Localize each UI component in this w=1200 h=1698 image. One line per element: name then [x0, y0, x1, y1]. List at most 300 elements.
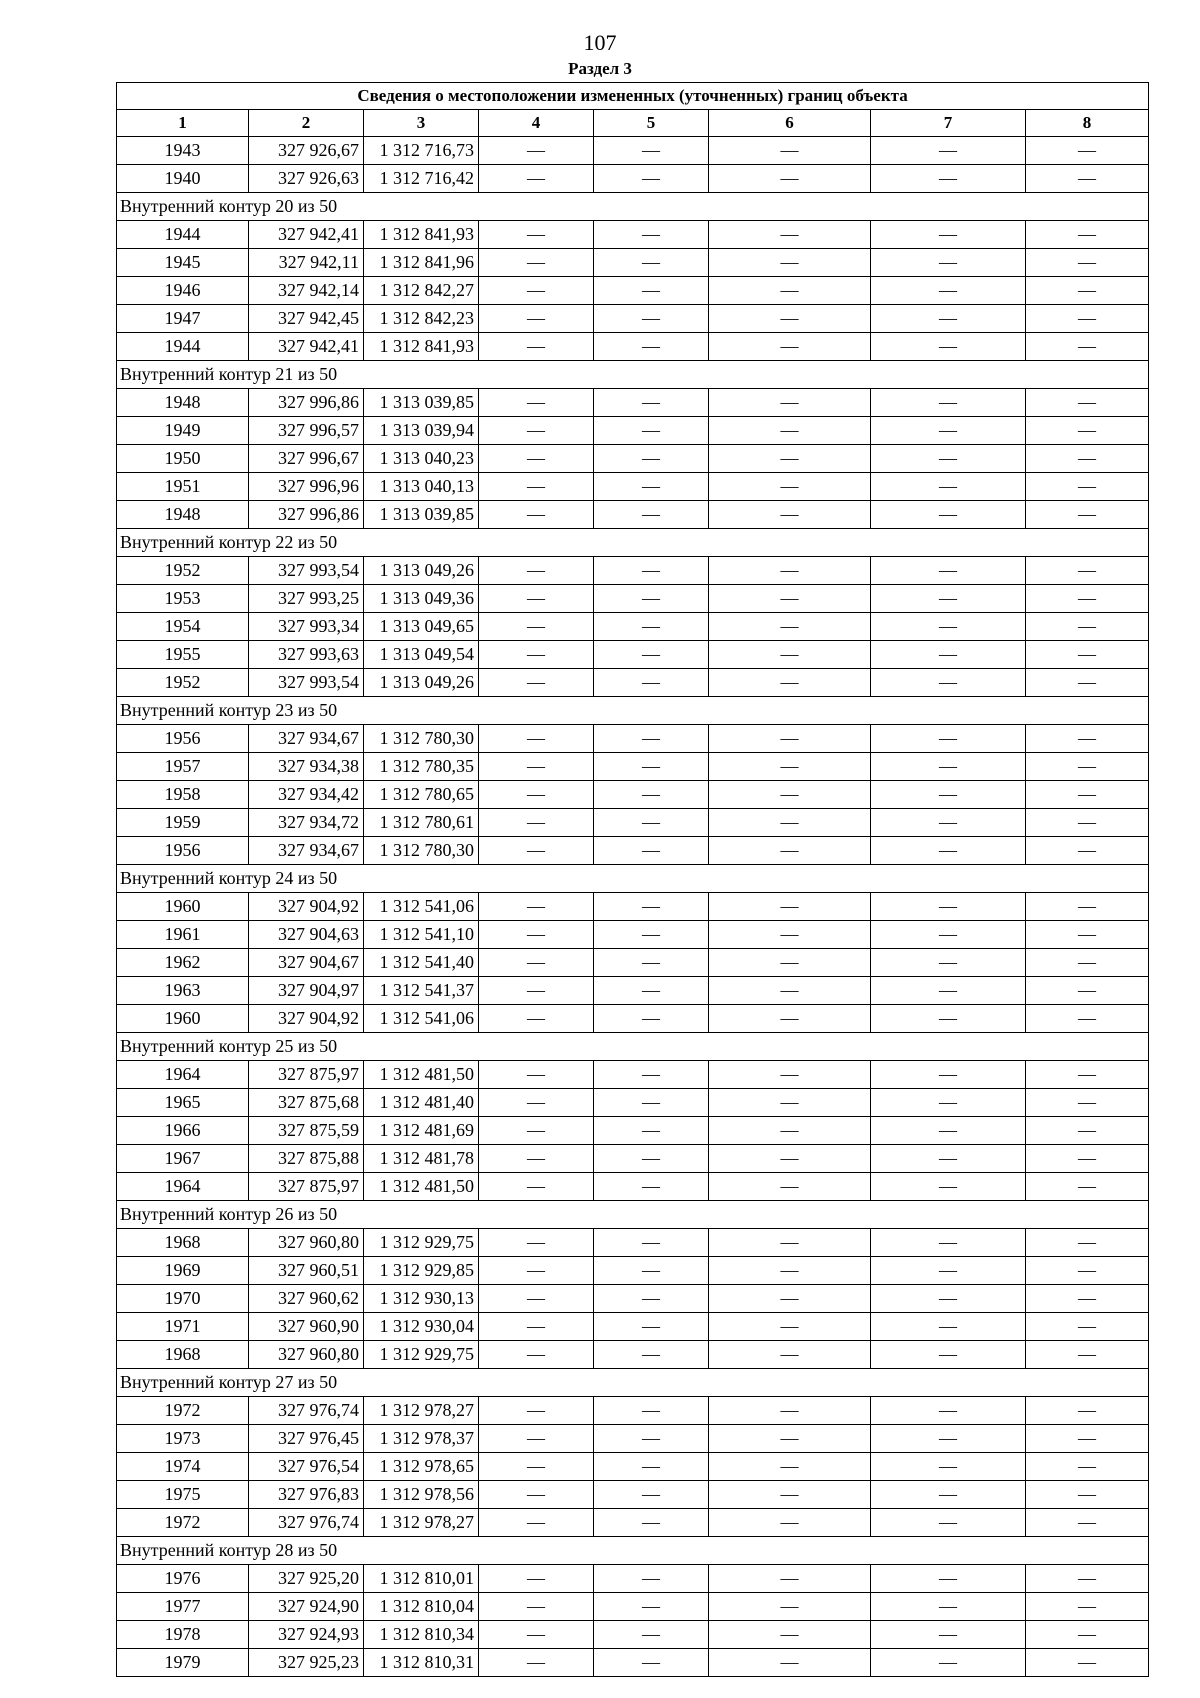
empty-cell: —	[871, 277, 1026, 305]
empty-cell: —	[871, 893, 1026, 921]
coord-y: 1 312 780,65	[364, 781, 479, 809]
point-number: 1976	[117, 1565, 249, 1593]
empty-cell: —	[709, 809, 871, 837]
contour-label: Внутренний контур 24 из 50	[117, 865, 1149, 893]
coord-x: 327 934,72	[249, 809, 364, 837]
empty-cell: —	[709, 389, 871, 417]
point-number: 1972	[117, 1397, 249, 1425]
point-number: 1946	[117, 277, 249, 305]
empty-cell: —	[479, 1481, 594, 1509]
column-header: 8	[1026, 110, 1149, 137]
point-number: 1956	[117, 725, 249, 753]
contour-label: Внутренний контур 26 из 50	[117, 1201, 1149, 1229]
column-header: 6	[709, 110, 871, 137]
empty-cell: —	[479, 1593, 594, 1621]
table-row	[117, 809, 1149, 837]
empty-cell: —	[594, 1089, 709, 1117]
coord-x: 327 996,57	[249, 417, 364, 445]
table-row	[117, 249, 1149, 277]
empty-cell: —	[594, 613, 709, 641]
coord-x: 327 904,92	[249, 893, 364, 921]
empty-cell: —	[1026, 1649, 1149, 1677]
empty-cell: —	[871, 1313, 1026, 1341]
empty-cell: —	[594, 1425, 709, 1453]
coord-x: 327 934,38	[249, 753, 364, 781]
empty-cell: —	[709, 1173, 871, 1201]
table-row	[117, 949, 1149, 977]
contour-row	[117, 1201, 1149, 1229]
table-row	[117, 445, 1149, 473]
column-header: 1	[117, 110, 249, 137]
contour-label: Внутренний контур 28 из 50	[117, 1537, 1149, 1565]
table-row	[117, 781, 1149, 809]
coord-x: 327 926,67	[249, 137, 364, 165]
empty-cell: —	[1026, 1089, 1149, 1117]
empty-cell: —	[594, 557, 709, 585]
coord-y: 1 312 978,37	[364, 1425, 479, 1453]
empty-cell: —	[709, 837, 871, 865]
empty-cell: —	[479, 1453, 594, 1481]
table-row	[117, 1005, 1149, 1033]
empty-cell: —	[594, 445, 709, 473]
coord-x: 327 942,14	[249, 277, 364, 305]
coord-y: 1 313 039,85	[364, 389, 479, 417]
empty-cell: —	[594, 1285, 709, 1313]
table-row	[117, 1117, 1149, 1145]
coord-y: 1 312 930,04	[364, 1313, 479, 1341]
empty-cell: —	[709, 949, 871, 977]
empty-cell: —	[594, 1341, 709, 1369]
empty-cell: —	[594, 1173, 709, 1201]
coord-x: 327 875,97	[249, 1173, 364, 1201]
coord-x: 327 925,23	[249, 1649, 364, 1677]
coord-y: 1 312 541,10	[364, 921, 479, 949]
empty-cell: —	[709, 585, 871, 613]
empty-cell: —	[871, 1257, 1026, 1285]
empty-cell: —	[709, 501, 871, 529]
empty-cell: —	[479, 725, 594, 753]
contour-label: Внутренний контур 23 из 50	[117, 697, 1149, 725]
empty-cell: —	[871, 1117, 1026, 1145]
point-number: 1958	[117, 781, 249, 809]
empty-cell: —	[479, 1313, 594, 1341]
point-number: 1972	[117, 1509, 249, 1537]
coord-x: 327 960,90	[249, 1313, 364, 1341]
coord-x: 327 875,88	[249, 1145, 364, 1173]
empty-cell: —	[594, 1145, 709, 1173]
empty-cell: —	[1026, 1313, 1149, 1341]
point-number: 1960	[117, 1005, 249, 1033]
empty-cell: —	[479, 669, 594, 697]
coord-y: 1 312 810,01	[364, 1565, 479, 1593]
coord-y: 1 312 780,61	[364, 809, 479, 837]
empty-cell: —	[709, 1397, 871, 1425]
empty-cell: —	[709, 1509, 871, 1537]
table-row	[117, 1649, 1149, 1677]
coord-x: 327 934,67	[249, 725, 364, 753]
point-number: 1967	[117, 1145, 249, 1173]
empty-cell: —	[871, 1173, 1026, 1201]
table-row	[117, 893, 1149, 921]
coord-x: 327 960,80	[249, 1229, 364, 1257]
coord-y: 1 313 049,26	[364, 557, 479, 585]
coord-y: 1 312 930,13	[364, 1285, 479, 1313]
empty-cell: —	[1026, 277, 1149, 305]
empty-cell: —	[709, 1089, 871, 1117]
table-row	[117, 1593, 1149, 1621]
empty-cell: —	[1026, 1565, 1149, 1593]
empty-cell: —	[1026, 977, 1149, 1005]
table-row	[117, 137, 1149, 165]
empty-cell: —	[479, 613, 594, 641]
empty-cell: —	[1026, 1621, 1149, 1649]
empty-cell: —	[594, 137, 709, 165]
coord-y: 1 312 978,27	[364, 1397, 479, 1425]
empty-cell: —	[709, 333, 871, 361]
boundary-table	[116, 82, 1149, 1677]
point-number: 1948	[117, 389, 249, 417]
coord-x: 327 934,67	[249, 837, 364, 865]
empty-cell: —	[479, 1005, 594, 1033]
point-number: 1979	[117, 1649, 249, 1677]
point-number: 1961	[117, 921, 249, 949]
coord-y: 1 313 039,94	[364, 417, 479, 445]
empty-cell: —	[479, 977, 594, 1005]
empty-cell: —	[871, 837, 1026, 865]
empty-cell: —	[871, 249, 1026, 277]
empty-cell: —	[871, 1481, 1026, 1509]
coord-x: 327 996,86	[249, 501, 364, 529]
empty-cell: —	[594, 669, 709, 697]
empty-cell: —	[1026, 473, 1149, 501]
coord-y: 1 312 810,34	[364, 1621, 479, 1649]
empty-cell: —	[479, 1425, 594, 1453]
empty-cell: —	[1026, 753, 1149, 781]
point-number: 1977	[117, 1593, 249, 1621]
empty-cell: —	[1026, 1453, 1149, 1481]
empty-cell: —	[594, 1621, 709, 1649]
contour-label: Внутренний контур 21 из 50	[117, 361, 1149, 389]
empty-cell: —	[594, 641, 709, 669]
empty-cell: —	[594, 389, 709, 417]
empty-cell: —	[709, 1117, 871, 1145]
empty-cell: —	[871, 1005, 1026, 1033]
empty-cell: —	[479, 809, 594, 837]
empty-cell: —	[479, 1341, 594, 1369]
empty-cell: —	[1026, 1397, 1149, 1425]
empty-cell: —	[709, 781, 871, 809]
coord-y: 1 313 049,65	[364, 613, 479, 641]
empty-cell: —	[1026, 949, 1149, 977]
coord-x: 327 976,45	[249, 1425, 364, 1453]
empty-cell: —	[594, 1509, 709, 1537]
empty-cell: —	[479, 333, 594, 361]
table-row	[117, 641, 1149, 669]
coord-x: 327 926,63	[249, 165, 364, 193]
coord-y: 1 313 049,54	[364, 641, 479, 669]
empty-cell: —	[871, 753, 1026, 781]
empty-cell: —	[594, 725, 709, 753]
coord-y: 1 312 541,40	[364, 949, 479, 977]
empty-cell: —	[479, 1257, 594, 1285]
table-row	[117, 1089, 1149, 1117]
empty-cell: —	[1026, 165, 1149, 193]
point-number: 1953	[117, 585, 249, 613]
empty-cell: —	[1026, 1061, 1149, 1089]
empty-cell: —	[1026, 613, 1149, 641]
empty-cell: —	[479, 949, 594, 977]
coord-x: 327 904,97	[249, 977, 364, 1005]
empty-cell: —	[479, 221, 594, 249]
coord-x: 327 993,25	[249, 585, 364, 613]
point-number: 1945	[117, 249, 249, 277]
empty-cell: —	[594, 1313, 709, 1341]
table-row	[117, 613, 1149, 641]
coord-y: 1 312 842,23	[364, 305, 479, 333]
column-header-row	[117, 110, 1149, 137]
empty-cell: —	[871, 165, 1026, 193]
empty-cell: —	[871, 1229, 1026, 1257]
empty-cell: —	[594, 501, 709, 529]
empty-cell: —	[594, 305, 709, 333]
point-number: 1960	[117, 893, 249, 921]
contour-row	[117, 1033, 1149, 1061]
point-number: 1955	[117, 641, 249, 669]
contour-row	[117, 1537, 1149, 1565]
empty-cell: —	[871, 613, 1026, 641]
empty-cell: —	[479, 585, 594, 613]
empty-cell: —	[871, 1621, 1026, 1649]
empty-cell: —	[594, 1005, 709, 1033]
table-row	[117, 753, 1149, 781]
empty-cell: —	[1026, 1229, 1149, 1257]
empty-cell: —	[871, 1089, 1026, 1117]
coord-y: 1 312 842,27	[364, 277, 479, 305]
table-row	[117, 1621, 1149, 1649]
table-row	[117, 389, 1149, 417]
empty-cell: —	[594, 1257, 709, 1285]
empty-cell: —	[709, 1285, 871, 1313]
point-number: 1947	[117, 305, 249, 333]
empty-cell: —	[1026, 725, 1149, 753]
empty-cell: —	[871, 137, 1026, 165]
empty-cell: —	[1026, 389, 1149, 417]
point-number: 1970	[117, 1285, 249, 1313]
table-row	[117, 1453, 1149, 1481]
point-number: 1952	[117, 557, 249, 585]
coord-y: 1 312 841,96	[364, 249, 479, 277]
empty-cell: —	[871, 445, 1026, 473]
coord-y: 1 313 040,23	[364, 445, 479, 473]
coord-x: 327 993,34	[249, 613, 364, 641]
empty-cell: —	[479, 753, 594, 781]
coord-x: 327 996,86	[249, 389, 364, 417]
empty-cell: —	[709, 1565, 871, 1593]
coord-x: 327 993,54	[249, 669, 364, 697]
empty-cell: —	[479, 1229, 594, 1257]
point-number: 1951	[117, 473, 249, 501]
coord-y: 1 312 716,73	[364, 137, 479, 165]
empty-cell: —	[709, 1481, 871, 1509]
point-number: 1973	[117, 1425, 249, 1453]
coord-y: 1 312 780,30	[364, 837, 479, 865]
table-row	[117, 1425, 1149, 1453]
coord-x: 327 925,20	[249, 1565, 364, 1593]
empty-cell: —	[1026, 137, 1149, 165]
empty-cell: —	[1026, 1341, 1149, 1369]
empty-cell: —	[479, 165, 594, 193]
table-row	[117, 333, 1149, 361]
empty-cell: —	[871, 1565, 1026, 1593]
empty-cell: —	[479, 305, 594, 333]
coord-y: 1 312 978,56	[364, 1481, 479, 1509]
empty-cell: —	[479, 837, 594, 865]
contour-label: Внутренний контур 22 из 50	[117, 529, 1149, 557]
column-header: 5	[594, 110, 709, 137]
coord-y: 1 312 481,40	[364, 1089, 479, 1117]
empty-cell: —	[594, 249, 709, 277]
point-number: 1975	[117, 1481, 249, 1509]
empty-cell: —	[1026, 501, 1149, 529]
point-number: 1950	[117, 445, 249, 473]
empty-cell: —	[479, 389, 594, 417]
point-number: 1957	[117, 753, 249, 781]
empty-cell: —	[709, 753, 871, 781]
table-row	[117, 1565, 1149, 1593]
table-row	[117, 977, 1149, 1005]
empty-cell: —	[479, 1649, 594, 1677]
empty-cell: —	[871, 1425, 1026, 1453]
table-row	[117, 837, 1149, 865]
coord-y: 1 312 810,04	[364, 1593, 479, 1621]
coord-x: 327 976,54	[249, 1453, 364, 1481]
empty-cell: —	[709, 1425, 871, 1453]
empty-cell: —	[1026, 333, 1149, 361]
empty-cell: —	[871, 921, 1026, 949]
empty-cell: —	[479, 893, 594, 921]
table-row	[117, 305, 1149, 333]
column-header: 4	[479, 110, 594, 137]
table-row	[117, 921, 1149, 949]
empty-cell: —	[871, 557, 1026, 585]
column-header: 2	[249, 110, 364, 137]
coord-x: 327 993,63	[249, 641, 364, 669]
empty-cell: —	[1026, 1481, 1149, 1509]
section-title: Раздел 3	[568, 59, 632, 78]
empty-cell: —	[871, 1397, 1026, 1425]
empty-cell: —	[709, 921, 871, 949]
empty-cell: —	[1026, 809, 1149, 837]
coord-x: 327 996,67	[249, 445, 364, 473]
empty-cell: —	[1026, 557, 1149, 585]
point-number: 1971	[117, 1313, 249, 1341]
empty-cell: —	[479, 277, 594, 305]
empty-cell: —	[1026, 249, 1149, 277]
empty-cell: —	[709, 165, 871, 193]
table-row	[117, 1145, 1149, 1173]
point-number: 1949	[117, 417, 249, 445]
empty-cell: —	[709, 725, 871, 753]
point-number: 1963	[117, 977, 249, 1005]
empty-cell: —	[1026, 893, 1149, 921]
page-number: 107	[583, 30, 617, 55]
empty-cell: —	[709, 641, 871, 669]
empty-cell: —	[1026, 417, 1149, 445]
empty-cell: —	[594, 977, 709, 1005]
empty-cell: —	[479, 501, 594, 529]
point-number: 1959	[117, 809, 249, 837]
empty-cell: —	[871, 221, 1026, 249]
coord-x: 327 960,62	[249, 1285, 364, 1313]
empty-cell: —	[709, 137, 871, 165]
table-row	[117, 1341, 1149, 1369]
column-header: 7	[871, 110, 1026, 137]
coord-x: 327 960,51	[249, 1257, 364, 1285]
empty-cell: —	[871, 725, 1026, 753]
empty-cell: —	[1026, 1173, 1149, 1201]
coord-y: 1 312 841,93	[364, 333, 479, 361]
empty-cell: —	[479, 417, 594, 445]
empty-cell: —	[709, 305, 871, 333]
coord-x: 327 875,97	[249, 1061, 364, 1089]
empty-cell: —	[1026, 585, 1149, 613]
empty-cell: —	[594, 1593, 709, 1621]
empty-cell: —	[594, 781, 709, 809]
empty-cell: —	[479, 1621, 594, 1649]
empty-cell: —	[479, 1565, 594, 1593]
empty-cell: —	[479, 921, 594, 949]
empty-cell: —	[871, 1453, 1026, 1481]
empty-cell: —	[594, 585, 709, 613]
empty-cell: —	[1026, 445, 1149, 473]
empty-cell: —	[1026, 669, 1149, 697]
point-number: 1968	[117, 1341, 249, 1369]
empty-cell: —	[709, 249, 871, 277]
point-number: 1940	[117, 165, 249, 193]
column-header: 3	[364, 110, 479, 137]
table-row	[117, 1313, 1149, 1341]
table-title-row	[117, 83, 1149, 110]
coord-y: 1 312 978,27	[364, 1509, 479, 1537]
contour-row	[117, 697, 1149, 725]
empty-cell: —	[1026, 1145, 1149, 1173]
coord-y: 1 312 481,50	[364, 1173, 479, 1201]
coord-y: 1 312 481,78	[364, 1145, 479, 1173]
table-row	[117, 473, 1149, 501]
table-row	[117, 1285, 1149, 1313]
contour-label: Внутренний контур 27 из 50	[117, 1369, 1149, 1397]
table-row	[117, 1397, 1149, 1425]
empty-cell: —	[709, 1593, 871, 1621]
contour-row	[117, 865, 1149, 893]
coord-y: 1 312 541,06	[364, 1005, 479, 1033]
empty-cell: —	[709, 613, 871, 641]
empty-cell: —	[709, 1145, 871, 1173]
coord-x: 327 976,74	[249, 1509, 364, 1537]
empty-cell: —	[709, 277, 871, 305]
table-row	[117, 165, 1149, 193]
contour-row	[117, 529, 1149, 557]
empty-cell: —	[871, 1593, 1026, 1621]
empty-cell: —	[709, 1005, 871, 1033]
empty-cell: —	[479, 1117, 594, 1145]
contour-label: Внутренний контур 25 из 50	[117, 1033, 1149, 1061]
empty-cell: —	[871, 809, 1026, 837]
empty-cell: —	[479, 249, 594, 277]
empty-cell: —	[871, 1509, 1026, 1537]
empty-cell: —	[594, 417, 709, 445]
empty-cell: —	[594, 277, 709, 305]
